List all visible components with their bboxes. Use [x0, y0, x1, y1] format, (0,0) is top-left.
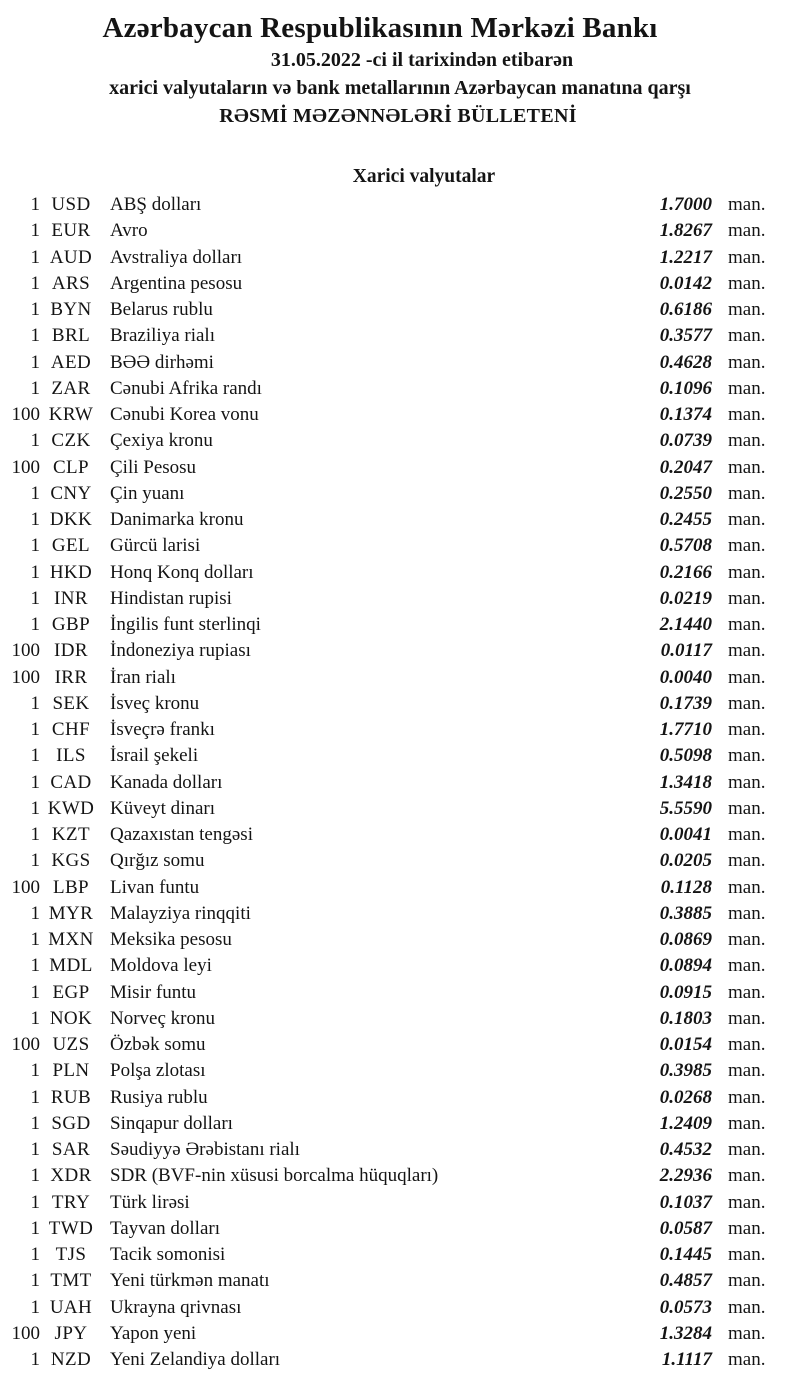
rate-value: 2.1440	[659, 614, 712, 635]
bank-title: Azərbaycan Respublikasının Mərkəzi Bankı	[102, 12, 658, 44]
currency-code: AED	[50, 351, 92, 373]
currency-code: MYR	[48, 902, 94, 924]
unit-label: man.	[728, 1217, 766, 1239]
currency-code: SAR	[51, 1139, 91, 1160]
currency-code: TRY	[51, 1191, 91, 1213]
nominal-cell: 1	[30, 509, 40, 530]
currency-name: Yapon yeni	[110, 1322, 197, 1344]
currency-name: Özbək somu	[110, 1034, 206, 1055]
nominal-cell: 1	[30, 824, 40, 845]
unit-label: man.	[728, 1034, 766, 1055]
nominal-cell: 1	[30, 902, 40, 924]
nominal-cell: 1	[30, 1139, 40, 1160]
nominal-cell: 1	[30, 692, 40, 714]
rate-value: 0.2550	[659, 482, 712, 504]
unit-label: man.	[728, 1296, 766, 1318]
currency-code: TMT	[50, 1270, 92, 1292]
rate-row	[0, 796, 800, 822]
unit-label: man.	[728, 955, 766, 977]
currency-name: Çexiya kronu	[110, 430, 213, 452]
unit-label: man.	[728, 692, 766, 714]
unit-label: man.	[728, 640, 766, 662]
nominal-cell: 1	[30, 220, 40, 242]
currency-name: İngilis funt sterlinqi	[110, 614, 261, 635]
nominal-cell: 1	[30, 1191, 40, 1213]
currency-name: Çili Pesosu	[110, 456, 197, 478]
unit-label: man.	[728, 1139, 766, 1160]
rate-value: 1.2409	[659, 1112, 712, 1134]
rate-row	[0, 245, 800, 271]
rate-row	[0, 192, 800, 218]
nominal-cell: 100	[11, 1034, 40, 1055]
rate-value: 0.1739	[659, 692, 712, 714]
currency-code: IRR	[54, 666, 88, 688]
rate-value: 0.4628	[659, 351, 712, 373]
currency-name: Qırğız somu	[110, 850, 205, 872]
currency-code: BYN	[50, 299, 92, 320]
currency-code: NZD	[50, 1349, 92, 1370]
rate-value: 0.0205	[659, 850, 712, 872]
unit-label: man.	[728, 1322, 766, 1344]
unit-label: man.	[728, 246, 766, 268]
currency-code: GEL	[51, 535, 91, 557]
unit-label: man.	[728, 614, 766, 635]
rate-row	[0, 1321, 800, 1347]
rate-row	[0, 612, 800, 638]
rate-value: 0.5708	[659, 535, 712, 557]
currency-code: IDR	[54, 640, 88, 662]
rate-row	[0, 980, 800, 1006]
nominal-cell: 1	[30, 430, 40, 452]
currency-name: Yeni Zelandiya dolları	[110, 1349, 281, 1370]
rate-row	[0, 481, 800, 507]
rate-value: 0.2047	[659, 456, 712, 478]
nominal-cell: 1	[30, 246, 40, 268]
currency-name: Hindistan rupisi	[110, 587, 232, 609]
rate-row	[0, 1032, 800, 1058]
currency-code: ILS	[56, 745, 86, 767]
currency-name: İsveçrə frankı	[110, 719, 215, 740]
nominal-cell: 1	[30, 561, 40, 583]
rate-row	[0, 428, 800, 454]
nominal-cell: 100	[11, 640, 40, 662]
currency-name: BƏƏ dirhəmi	[110, 351, 214, 373]
rate-row	[0, 665, 800, 691]
nominal-cell: 1	[30, 377, 40, 399]
currency-name: Avstraliya dolları	[110, 246, 243, 268]
currency-name: Çin yuanı	[110, 482, 185, 504]
rate-value: 2.2936	[659, 1165, 712, 1187]
nominal-cell: 1	[30, 797, 40, 819]
effective-date-line: 31.05.2022 -ci il tarixindən etibarən	[270, 49, 574, 71]
currency-code: HKD	[49, 561, 93, 583]
currency-code: KZT	[51, 824, 91, 845]
nominal-cell: 100	[11, 1322, 40, 1344]
currency-name: İsrail şekeli	[110, 745, 199, 767]
currency-code: CAD	[50, 771, 92, 793]
currency-code: USD	[51, 194, 91, 215]
currency-code: CHF	[51, 719, 91, 740]
rate-row	[0, 1347, 800, 1373]
currency-name: Argentina pesosu	[110, 272, 243, 294]
currency-code: MXN	[48, 929, 94, 950]
currency-code: AUD	[49, 246, 93, 268]
rate-value: 1.3418	[659, 771, 712, 793]
rate-value: 0.2455	[659, 509, 712, 530]
currency-code: KGS	[51, 850, 91, 872]
currency-code: ARS	[51, 272, 91, 294]
unit-label: man.	[728, 1112, 766, 1134]
unit-label: man.	[728, 1060, 766, 1082]
rate-value: 0.1128	[660, 876, 712, 898]
unit-label: man.	[728, 824, 766, 845]
unit-label: man.	[728, 1270, 766, 1292]
currency-name: Səudiyyə Ərəbistanı rialı	[110, 1139, 300, 1160]
currency-code: ZAR	[51, 377, 91, 399]
unit-label: man.	[728, 509, 766, 530]
unit-label: man.	[728, 1191, 766, 1213]
rate-value: 1.1117	[661, 1349, 712, 1370]
rate-value: 0.3985	[659, 1060, 712, 1082]
nominal-cell: 1	[30, 771, 40, 793]
nominal-cell: 1	[30, 351, 40, 373]
unit-label: man.	[728, 745, 766, 767]
unit-label: man.	[728, 535, 766, 557]
subject-line: xarici valyutaların və bank metallarının Azərbaycan manatına qarşı	[109, 77, 691, 99]
currency-code: NOK	[49, 1007, 93, 1029]
currency-name: Avro	[110, 220, 148, 242]
currency-name: Danimarka kronu	[110, 509, 244, 530]
rate-row	[0, 875, 800, 901]
currency-name: İndoneziya rupiası	[110, 640, 251, 662]
unit-label: man.	[728, 325, 766, 347]
rate-row	[0, 455, 800, 481]
unit-label: man.	[728, 351, 766, 373]
rate-value: 0.1374	[659, 404, 712, 425]
rate-value: 0.6186	[659, 299, 712, 320]
rates-table	[0, 192, 800, 1373]
nominal-cell: 1	[30, 614, 40, 635]
rate-value: 0.1096	[659, 377, 712, 399]
rate-row	[0, 953, 800, 979]
nominal-cell: 1	[30, 1007, 40, 1029]
unit-label: man.	[728, 456, 766, 478]
currency-name: Gürcü larisi	[110, 535, 201, 557]
rate-row	[0, 822, 800, 848]
rate-value: 0.5098	[659, 745, 712, 767]
rate-row	[0, 1242, 800, 1268]
currency-code: INR	[54, 587, 88, 609]
rate-value: 0.0040	[659, 666, 712, 688]
rate-value: 0.4857	[659, 1270, 712, 1292]
unit-label: man.	[728, 272, 766, 294]
rate-row	[0, 1111, 800, 1137]
nominal-cell: 1	[30, 719, 40, 740]
currency-code: CLP	[52, 456, 90, 478]
unit-label: man.	[728, 929, 766, 950]
rate-row	[0, 350, 800, 376]
unit-label: man.	[728, 719, 766, 740]
currency-code: DKK	[49, 509, 93, 530]
nominal-cell: 100	[11, 404, 40, 425]
currency-code: RUB	[50, 1086, 92, 1108]
nominal-cell: 1	[30, 482, 40, 504]
rate-value: 0.0894	[659, 955, 712, 977]
rate-row	[0, 848, 800, 874]
rate-value: 0.0915	[659, 981, 712, 1003]
currency-name: Türk lirəsi	[110, 1191, 190, 1213]
rate-row	[0, 1058, 800, 1084]
unit-label: man.	[728, 404, 766, 425]
currency-name: Livan funtu	[110, 876, 200, 898]
currency-code: BRL	[51, 325, 91, 347]
rate-value: 0.0117	[660, 640, 712, 662]
nominal-cell: 1	[30, 299, 40, 320]
rate-row	[0, 691, 800, 717]
unit-label: man.	[728, 771, 766, 793]
currency-code: EGP	[52, 981, 90, 1003]
rate-row	[0, 271, 800, 297]
currency-name: Meksika pesosu	[110, 929, 232, 950]
unit-label: man.	[728, 220, 766, 242]
rate-row	[0, 402, 800, 428]
currency-code: UZS	[52, 1034, 90, 1055]
currency-code: KRW	[48, 404, 94, 425]
unit-label: man.	[728, 666, 766, 688]
rate-value: 0.0573	[659, 1296, 712, 1318]
rate-row	[0, 297, 800, 323]
rate-value: 0.1037	[659, 1191, 712, 1213]
nominal-cell: 1	[30, 272, 40, 294]
unit-label: man.	[728, 194, 766, 215]
nominal-cell: 1	[30, 850, 40, 872]
nominal-cell: 1	[30, 1165, 40, 1187]
rate-value: 0.2166	[659, 561, 712, 583]
currency-code: JPY	[54, 1322, 88, 1344]
currency-name: Rusiya rublu	[110, 1086, 208, 1108]
currency-name: ABŞ dolları	[110, 194, 202, 215]
currency-name: Sinqapur dolları	[110, 1112, 233, 1134]
rate-value: 0.0739	[659, 430, 712, 452]
nominal-cell: 1	[30, 1112, 40, 1134]
bulletin-title-line: RƏSMİ MƏZƏNNƏLƏRİ BÜLLETENİ	[219, 105, 577, 127]
rate-row	[0, 1085, 800, 1111]
unit-label: man.	[728, 430, 766, 452]
rate-value: 1.7710	[659, 719, 712, 740]
rate-value: 0.1445	[659, 1244, 712, 1265]
unit-label: man.	[728, 1165, 766, 1187]
rate-row	[0, 323, 800, 349]
rate-row	[0, 533, 800, 559]
nominal-cell: 1	[30, 587, 40, 609]
nominal-cell: 1	[30, 535, 40, 557]
unit-label: man.	[728, 482, 766, 504]
currency-code: UAH	[49, 1296, 93, 1318]
currency-code: SEK	[52, 692, 90, 714]
unit-label: man.	[728, 1007, 766, 1029]
currency-name: Tacik somonisi	[110, 1244, 226, 1265]
currency-code: MDL	[49, 955, 93, 977]
unit-label: man.	[728, 1349, 766, 1370]
rate-value: 0.0142	[659, 272, 712, 294]
currency-name: Braziliya rialı	[110, 325, 215, 347]
rate-row	[0, 376, 800, 402]
nominal-cell: 100	[11, 876, 40, 898]
rate-value: 0.0154	[659, 1034, 712, 1055]
nominal-cell: 1	[30, 194, 40, 215]
unit-label: man.	[728, 797, 766, 819]
rate-value: 1.8267	[659, 220, 712, 242]
rate-row	[0, 1268, 800, 1294]
rate-row	[0, 927, 800, 953]
currency-name: Cənubi Korea vonu	[110, 404, 259, 425]
rate-value: 0.4532	[659, 1139, 712, 1160]
rate-row	[0, 1137, 800, 1163]
rate-row	[0, 1216, 800, 1242]
currency-code: KWD	[47, 797, 95, 819]
rate-row	[0, 586, 800, 612]
rate-value: 0.0869	[659, 929, 712, 950]
rate-row	[0, 1295, 800, 1321]
currency-code: EUR	[51, 220, 91, 242]
unit-label: man.	[728, 1244, 766, 1265]
nominal-cell: 1	[30, 1217, 40, 1239]
rate-row	[0, 770, 800, 796]
currency-name: Norveç kronu	[110, 1007, 215, 1029]
rate-row	[0, 1006, 800, 1032]
nominal-cell: 1	[30, 1244, 40, 1265]
rate-value: 1.7000	[659, 194, 712, 215]
currency-code: SGD	[51, 1112, 91, 1134]
currency-name: Cənubi Afrika randı	[110, 377, 262, 399]
currency-code: TJS	[55, 1244, 87, 1265]
rate-value: 5.5590	[659, 797, 712, 819]
unit-label: man.	[728, 981, 766, 1003]
currency-code: TWD	[48, 1217, 94, 1239]
currency-name: Tayvan dolları	[110, 1217, 220, 1239]
rate-value: 0.0268	[659, 1086, 712, 1108]
rate-row	[0, 743, 800, 769]
currency-name: Misir funtu	[110, 981, 197, 1003]
currency-name: Polşa zlotası	[110, 1060, 206, 1082]
rate-value: 0.3577	[659, 325, 712, 347]
rate-row	[0, 560, 800, 586]
unit-label: man.	[728, 299, 766, 320]
currency-name: Yeni türkmən manatı	[110, 1270, 270, 1292]
nominal-cell: 1	[30, 325, 40, 347]
currency-code: PLN	[52, 1060, 90, 1082]
currency-code: GBP	[51, 614, 91, 635]
nominal-cell: 1	[30, 1296, 40, 1318]
currency-name: Ukrayna qrivnası	[110, 1296, 242, 1318]
rate-row	[0, 638, 800, 664]
currency-name: Honq Konq dolları	[110, 561, 254, 583]
nominal-cell: 100	[11, 666, 40, 688]
currency-code: CZK	[51, 430, 91, 452]
rate-value: 1.3284	[659, 1322, 712, 1344]
nominal-cell: 1	[30, 955, 40, 977]
currency-name: Moldova leyi	[110, 955, 212, 977]
currency-name: Belarus rublu	[110, 299, 213, 320]
rate-row	[0, 901, 800, 927]
currency-name: Kanada dolları	[110, 771, 223, 793]
unit-label: man.	[728, 377, 766, 399]
unit-label: man.	[728, 902, 766, 924]
currency-code: LBP	[52, 876, 90, 898]
currency-name: Küveyt dinarı	[110, 797, 216, 819]
unit-label: man.	[728, 587, 766, 609]
currency-code: CNY	[50, 482, 92, 504]
rate-row	[0, 1190, 800, 1216]
nominal-cell: 100	[11, 456, 40, 478]
rate-row	[0, 218, 800, 244]
nominal-cell: 1	[30, 745, 40, 767]
currency-name: Qazaxıstan tengəsi	[110, 824, 253, 845]
currency-name: Malayziya rinqqiti	[110, 902, 251, 924]
rate-value: 1.2217	[659, 246, 712, 268]
currency-name: İsveç kronu	[110, 692, 200, 714]
nominal-cell: 1	[30, 1349, 40, 1370]
currency-name: SDR (BVF-nin xüsusi borcalma hüquqları)	[110, 1165, 439, 1187]
currency-code: XDR	[50, 1165, 92, 1187]
nominal-cell: 1	[30, 1060, 40, 1082]
rate-value: 0.3885	[659, 902, 712, 924]
unit-label: man.	[728, 561, 766, 583]
rate-row	[0, 1163, 800, 1189]
rate-row	[0, 507, 800, 533]
rate-value: 0.1803	[659, 1007, 712, 1029]
unit-label: man.	[728, 876, 766, 898]
rate-value: 0.0219	[659, 587, 712, 609]
nominal-cell: 1	[30, 929, 40, 950]
rate-value: 0.0041	[659, 824, 712, 845]
section-title-foreign-currencies: Xarici valyutalar	[352, 166, 496, 187]
nominal-cell: 1	[30, 1086, 40, 1108]
unit-label: man.	[728, 850, 766, 872]
nominal-cell: 1	[30, 1270, 40, 1292]
nominal-cell: 1	[30, 981, 40, 1003]
currency-name: İran rialı	[110, 666, 176, 688]
rate-row	[0, 717, 800, 743]
rate-value: 0.0587	[659, 1217, 712, 1239]
unit-label: man.	[728, 1086, 766, 1108]
